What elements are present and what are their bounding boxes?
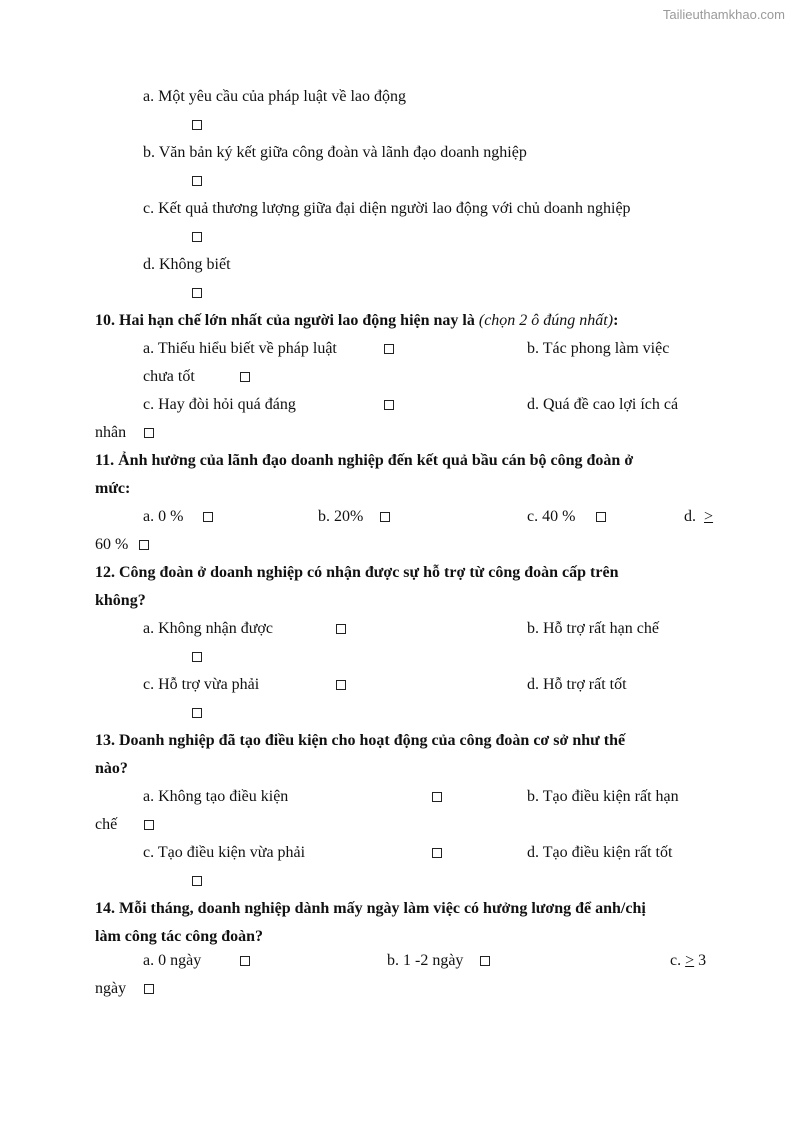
q12-option-d: d. Hỗ trợ rất tốt <box>527 676 627 693</box>
q10-option-b-checkbox[interactable] <box>240 367 250 387</box>
q13-option-d: d. Tạo điều kiện rất tốt <box>527 844 673 861</box>
q13-option-c: c. Tạo điều kiện vừa phải <box>143 844 306 861</box>
q9-option-c: c. Kết quả thương lượng giữa đại diện người lao động với chủ doanh nghiệp <box>143 200 631 217</box>
q10-option-b: b. Tác phong làm việc <box>527 340 670 357</box>
q14-option-c-checkbox[interactable] <box>144 979 154 999</box>
q10-option-d-checkbox[interactable] <box>144 423 154 443</box>
q12-title-line2: không? <box>95 592 146 609</box>
q11-option-b: b. 20% <box>318 508 364 525</box>
q12-option-b: b. Hỗ trợ rất hạn chế <box>527 620 659 637</box>
q13-option-b-checkbox[interactable] <box>144 815 154 835</box>
q13-option-d-checkbox[interactable] <box>192 871 202 891</box>
q14-option-c-symbol: > <box>685 952 695 969</box>
q10-option-c-checkbox[interactable] <box>384 395 394 415</box>
q12-option-a: a. Không nhận được <box>143 620 273 637</box>
q13-option-a-checkbox[interactable] <box>432 787 442 807</box>
q11-option-d-cont: 60 % <box>95 536 129 553</box>
q10-option-d-cont: nhân <box>95 424 127 441</box>
q9-option-a-checkbox[interactable] <box>192 115 202 135</box>
q14-option-c <box>670 951 706 971</box>
q10-option-d: d. Quá đề cao lợi ích cá <box>527 396 679 413</box>
q11-option-d-symbol: > <box>704 508 714 525</box>
q12-option-c-checkbox[interactable] <box>336 675 346 695</box>
q9-option-d-checkbox[interactable] <box>192 283 202 303</box>
q10-option-a: a. Thiếu hiểu biết về pháp luật <box>143 340 337 357</box>
q13-title-line2: nào? <box>95 760 128 777</box>
q11-option-d-checkbox[interactable] <box>139 535 149 555</box>
q12-option-b-checkbox[interactable] <box>192 647 202 667</box>
q10-title-colon: : <box>613 312 619 329</box>
q11-option-c: c. 40 % <box>527 508 576 525</box>
q9-option-c-checkbox[interactable] <box>192 227 202 247</box>
q11-option-b-checkbox[interactable] <box>380 507 390 527</box>
q12-option-d-checkbox[interactable] <box>192 703 202 723</box>
q11-title-line2: mức: <box>95 480 131 497</box>
watermark: Tailieuthamkhao.com <box>662 7 785 22</box>
q14-title-line2: làm công tác công đoàn? <box>95 928 263 945</box>
q10-option-b-cont: chưa tốt <box>143 368 195 385</box>
q10-title <box>95 311 618 331</box>
q13-option-b: b. Tạo điều kiện rất hạn <box>527 788 679 805</box>
q9-option-d: d. Không biết <box>143 256 231 273</box>
q9-option-a: a. Một yêu cầu của pháp luật về lao động <box>143 88 407 105</box>
q14-option-b: b. 1 -2 ngày <box>387 952 464 969</box>
q14-title-line1: 14. Mỗi tháng, doanh nghiệp dành mấy ngày làm việc có hưởng lương để anh/chị <box>95 900 646 917</box>
q11-option-d <box>684 507 713 527</box>
q14-option-c-label: c. <box>670 952 682 969</box>
q11-option-a: a. 0 % <box>143 508 184 525</box>
q13-option-a: a. Không tạo điều kiện <box>143 788 289 805</box>
q9-option-b: b. Văn bản ký kết giữa công đoàn và lãnh đạo doanh nghiệp <box>143 144 527 161</box>
q12-option-c: c. Hỗ trợ vừa phải <box>143 676 260 693</box>
q14-option-b-checkbox[interactable] <box>480 951 490 971</box>
q10-title-note: (chọn 2 ô đúng nhất) <box>478 312 614 329</box>
q13-option-c-checkbox[interactable] <box>432 843 442 863</box>
q11-option-a-checkbox[interactable] <box>203 507 213 527</box>
q10-title-text: 10. Hai hạn chế lớn nhất của người lao động hiện nay là <box>95 312 479 329</box>
q12-title-line1: 12. Công đoàn ở doanh nghiệp có nhận được sự hỗ trợ từ công đoàn cấp trên <box>95 564 619 581</box>
q11-option-c-checkbox[interactable] <box>596 507 606 527</box>
q9-option-b-checkbox[interactable] <box>192 171 202 191</box>
q13-option-b-cont: chế <box>95 816 118 833</box>
q10-option-a-checkbox[interactable] <box>384 339 394 359</box>
q10-option-c: c. Hay đòi hỏi quá đáng <box>143 396 296 413</box>
q13-title-line1: 13. Doanh nghiệp đã tạo điều kiện cho hoạt động của công đoàn cơ sở như thế <box>95 732 626 749</box>
q11-title-line1: 11. Ảnh hưởng của lãnh đạo doanh nghiệp đến kết quả bầu cán bộ công đoàn ở <box>95 452 634 469</box>
q14-option-c-cont: ngày <box>95 980 127 997</box>
q14-option-c-value: 3 <box>698 952 707 969</box>
q11-option-d-label: d. <box>684 508 696 525</box>
q14-option-a-checkbox[interactable] <box>240 951 250 971</box>
q12-option-a-checkbox[interactable] <box>336 619 346 639</box>
q14-option-a: a. 0 ngày <box>143 952 202 969</box>
